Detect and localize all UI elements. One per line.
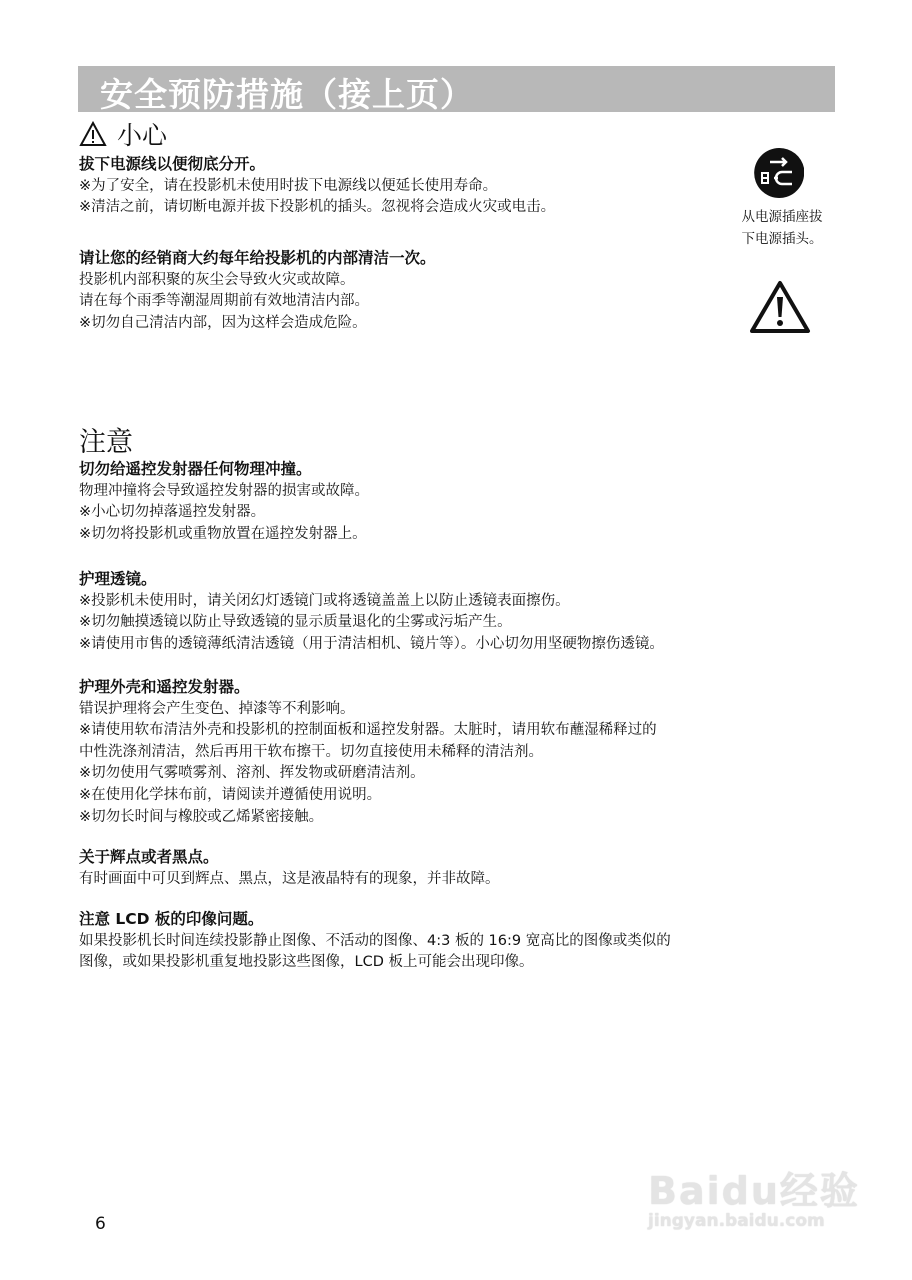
caution-section-cleaning: 请让您的经销商大约每年给投影机的内部清洁一次。 投影机内部积聚的灰尘会导致火灾或故障。 请在每个雨季等潮湿周期前有效地清洁内部。 ※切勿自己清洁内部，因为这样会造成危险。 (79, 249, 436, 331)
unplug-caption: 从电源插座拔 下电源插头。 (741, 209, 823, 247)
warning-icon (79, 121, 107, 147)
page-number: 6 (95, 1214, 106, 1234)
notice-section-remote-impact: 切勿给遥控发射器任何物理冲撞。 物理冲撞将会导致遥控发射器的损害或故障。 ※小心切勿掉落遥控发射器。 ※切勿将投影机或重物放置在遥控发射器上。 (79, 460, 369, 542)
baidu-watermark (648, 1160, 860, 1231)
caution-heading: 小心 (79, 121, 167, 151)
notice-section-lens: 护理透镜。 ※投影机未使用时，请关闭幻灯透镜门或将透镜盖盖上以防止透镜表面擦伤。 ※切勿触摸透镜以防止导致透镜的显示质量退化的尘雾或污垢产生。 ※请使用市售的透镜薄纸清洁透镜（用于清洁相机、镜片等）。小心切勿用坚硬物擦伤透镜。 (79, 570, 664, 652)
notice-section-bright-spots: 关于辉点或者黑点。 有时画面中可贝到辉点、黑点，这是液晶特有的现象，并非故障。 (79, 848, 500, 887)
page-title: 安全预防措施（接上页） (100, 75, 474, 114)
warning-triangle-icon (749, 280, 811, 334)
watermark-logo: Baidu经验 (648, 1169, 860, 1213)
page-title-bar (78, 66, 835, 112)
watermark-url: jingyan.baidu.com (648, 1211, 825, 1231)
notice-section-lcd-image-retention: 注意 LCD 板的印像问题。 如果投影机长时间连续投影静止图像、不活动的图像、4:3 板的 16:9 宽高比的图像或类似的 图像，或如果投影机重复地投影这些图像，LCD 板上可能会出现印像。 (79, 910, 671, 971)
unplug-icon (752, 146, 806, 200)
notice-heading: 注意 (79, 427, 133, 458)
notice-section-cabinet: 护理外壳和遥控发射器。 错误护理将会产生变色、掉漆等不利影响。 ※请使用软布清洁外壳和投影机的控制面板和遥控发射器。太脏时，请用软布蘸湿稀释过的 中性洗涤剂清洁，然后再用干软布擦干。切勿直接使用未稀释的清洁剂。 ※切勿使用气雾喷雾剂、溶剂、挥发物或研磨清洁剂。 ※在使用化学抹布前，请阅读并遵循使用说明。 ※切勿长时间与橡胶或乙烯紧密接触。 (79, 678, 657, 825)
caution-section-unplug: 拔下电源线以便彻底分开。 ※为了安全，请在投影机未使用时拔下电源线以便延长使用寿命。 ※清洁之前，请切断电源并拔下投影机的插头。忽视将会造成火灾或电击。 (79, 155, 556, 216)
